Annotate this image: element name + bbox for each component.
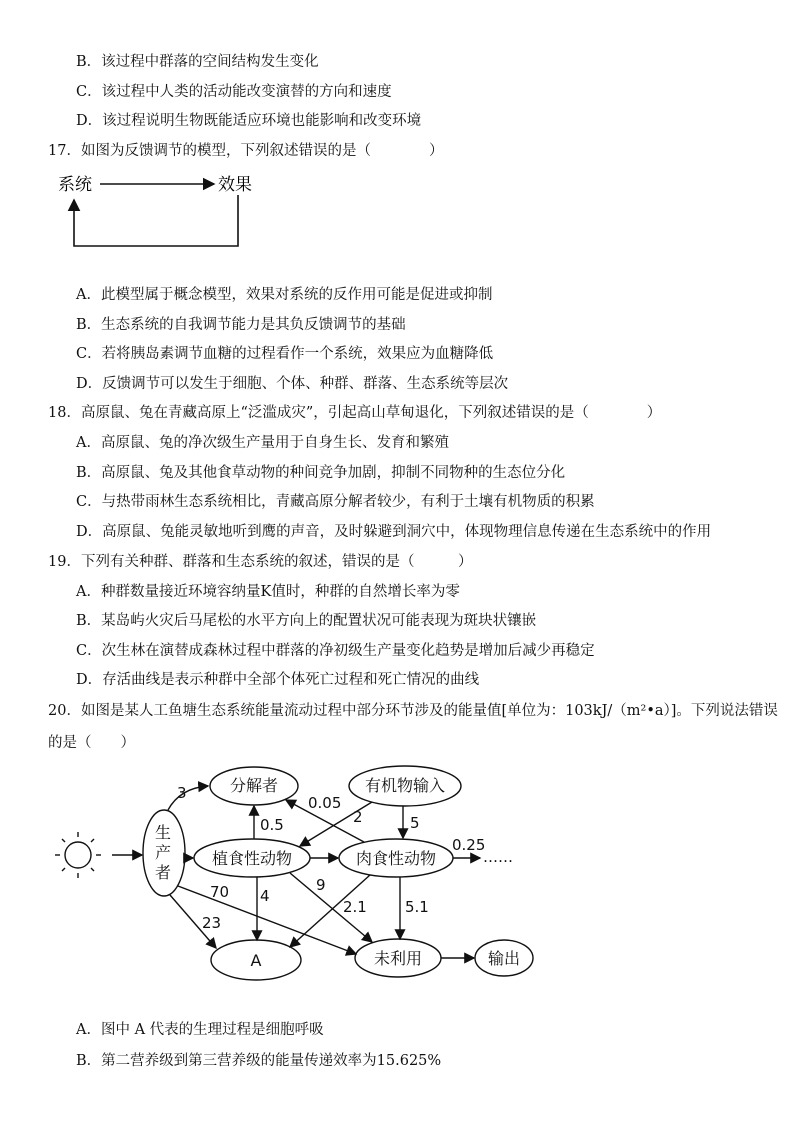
producer-char-1: 生	[155, 823, 172, 842]
carnivore-label: 肉食性动物	[355, 849, 437, 868]
a-label: A	[250, 951, 262, 970]
value-70: 70	[210, 883, 230, 901]
value-3: 3	[177, 784, 187, 802]
q18-option-a: A．高原鼠、兔的净次级生产量用于自身生长、发育和繁殖	[76, 435, 449, 451]
q19-option-d: D．存活曲线是表示种群中全部个体死亡过程和死亡情况的曲线	[76, 672, 480, 688]
value-2: 2	[353, 808, 363, 826]
output-label: 输出	[487, 949, 521, 968]
producer-char-2: 产	[155, 843, 172, 862]
value-9: 9	[316, 876, 326, 894]
sun-icon	[55, 832, 101, 878]
q20-option-b: B．第二营养级到第三营养级的能量传递效率为15.625%	[76, 1053, 442, 1069]
option-c-top: C．该过程中人类的活动能改变演替的方向和速度	[76, 84, 392, 100]
q19-option-c: C．次生林在演替成森林过程中群落的净初级生产量变化趋势是增加后减少再稳定	[76, 643, 595, 659]
producer-char-3: 者	[155, 863, 172, 882]
q17-stem: 17．如图为反馈调节的模型，下列叙述错误的是（ ）	[48, 143, 444, 159]
organic-input-label: 有机物输入	[364, 776, 446, 795]
feedback-diagram	[52, 168, 262, 253]
value-5-1: 5.1	[405, 898, 429, 916]
q18-option-c: C．与热带雨林生态系统相比，青藏高原分解者较少，有利于土壤有机物质的积累	[76, 494, 595, 510]
feedback-loop-line	[74, 195, 238, 246]
value-0-05: 0.05	[308, 794, 342, 812]
value-dots: ……	[483, 848, 513, 866]
system-label: 系统	[58, 175, 92, 195]
value-0-5: 0.5	[260, 816, 284, 834]
q17-option-c: C．若将胰岛素调节血糖的过程看作一个系统，效果应为血糖降低	[76, 346, 494, 362]
q17-option-b: B．生态系统的自我调节能力是其负反馈调节的基础	[76, 317, 406, 333]
value-23: 23	[202, 914, 222, 932]
q18-stem: 18．高原鼠、兔在青藏高原上“泛滥成灾”，引起高山草甸退化，下列叙述错误的是（ ）	[48, 405, 662, 421]
q19-option-b: B．某岛屿火灾后马尾松的水平方向上的配置状况可能表现为斑块状镶嵌	[76, 613, 537, 629]
effect-label: 效果	[218, 175, 252, 195]
q19-stem: 19．下列有关种群、群落和生态系统的叙述，错误的是（ ）	[48, 554, 473, 570]
energy-flow-diagram	[50, 760, 540, 990]
q18-option-d: D．高原鼠、兔能灵敏地听到鹰的声音，及时躲避到洞穴中，体现物理信息传递在生态系统中的作用	[76, 524, 712, 540]
value-4: 4	[260, 887, 270, 905]
q20-stem-line2: 的是（ ）	[48, 735, 135, 751]
q20-option-a: A．图中 A 代表的生理过程是细胞呼吸	[76, 1022, 324, 1038]
q19-option-a: A．种群数量接近环境容纳量K值时，种群的自然增长率为零	[76, 584, 460, 600]
option-b-top: B．该过程中群落的空间结构发生变化	[76, 54, 319, 70]
q18-option-b: B．高原鼠、兔及其他食草动物的种间竞争加剧，抑制不同物种的生态位分化	[76, 465, 566, 481]
q20-stem-line1: 20．如图是某人工鱼塘生态系统能量流动过程中部分环节涉及的能量值[单位为：103kJ/（m²•a）]。下列说法错误	[48, 703, 778, 719]
option-d-top: D．该过程说明生物既能适应环境也能影响和改变环境	[76, 113, 422, 129]
decomposer-label: 分解者	[229, 776, 279, 795]
value-2-1: 2.1	[343, 898, 367, 916]
q17-option-a: A．此模型属于概念模型，效果对系统的反作用可能是促进或抑制	[76, 287, 493, 303]
value-0-25: 0.25	[452, 836, 486, 854]
unused-label: 未利用	[373, 949, 423, 968]
q17-option-d: D．反馈调节可以发生于细胞、个体、种群、群落、生态系统等层次	[76, 376, 509, 392]
value-5: 5	[410, 814, 420, 832]
producer-to-decomposer-arrow	[168, 786, 208, 810]
herbivore-label: 植食性动物	[211, 849, 293, 868]
